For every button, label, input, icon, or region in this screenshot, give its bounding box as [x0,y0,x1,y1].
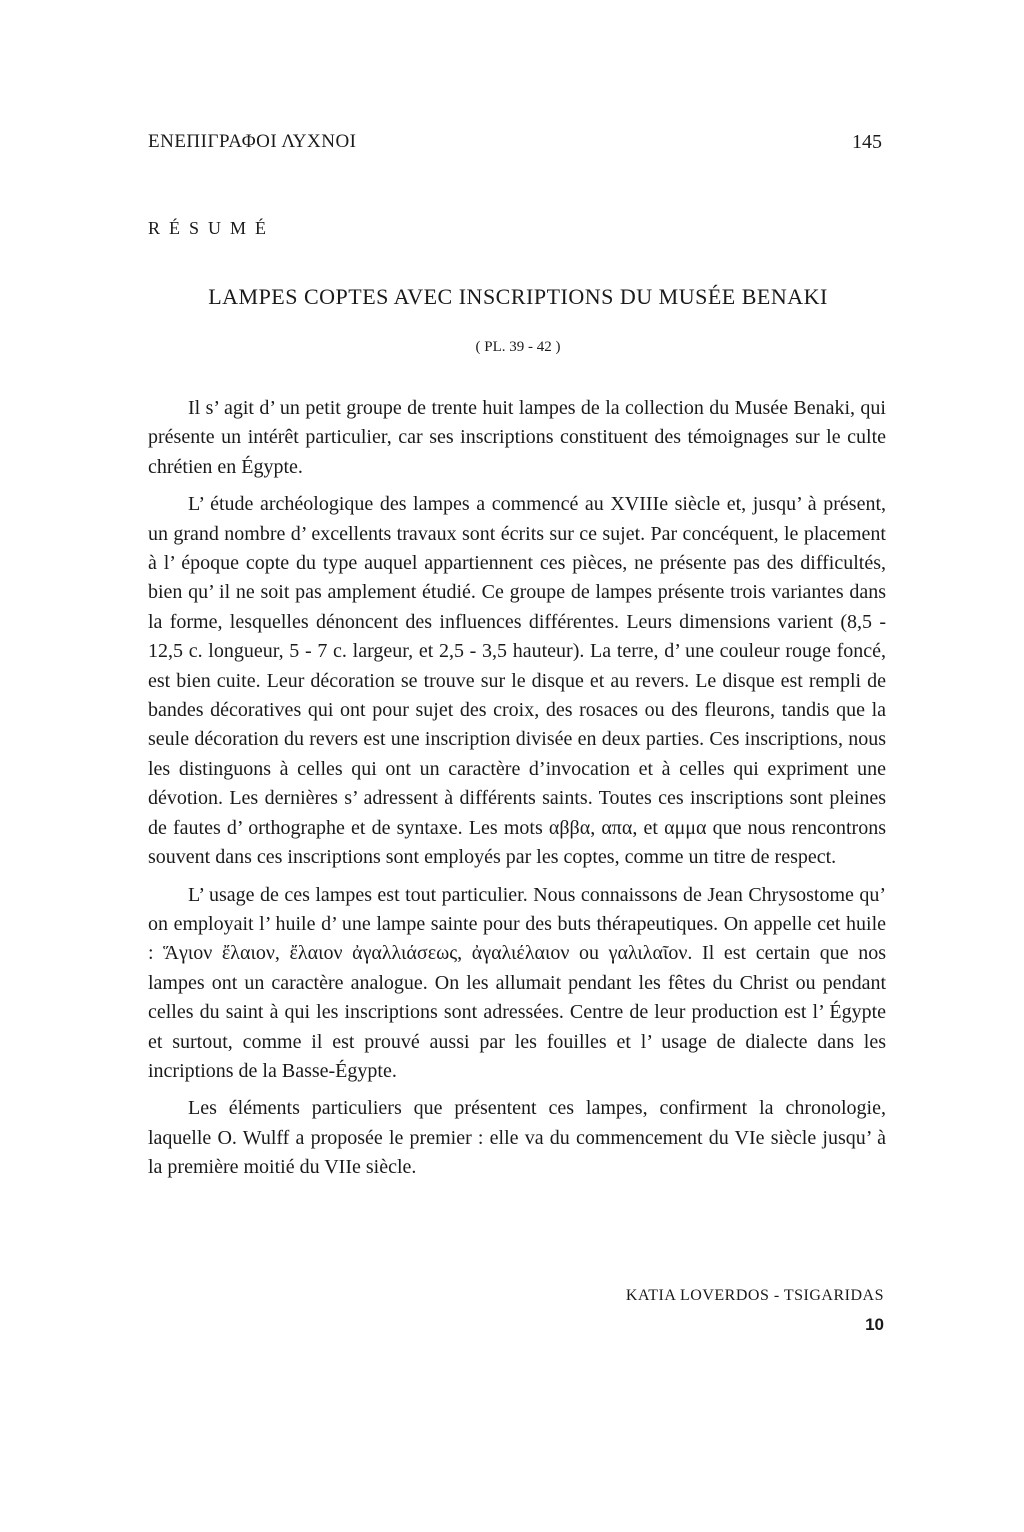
paragraph: Les éléments particuliers que présentent ces lampes, confirment la chronologie, laquelle O. Wulff a proposée le premier : elle va du commencement du VIe siècle jusqu’ à la première moitié du VIIe siècle. [148,1097,886,1179]
plates-reference: ( PL. 39 - 42 ) [475,339,561,355]
page-number: 145 [852,131,882,153]
footer-sheet-number: 10 [865,1315,884,1334]
running-header-title: ΕΝΕΠΙΓΡΑΦΟΙ ΛΥΧΝΟΙ [148,131,357,152]
paragraph: Il s’ agit d’ un petit groupe de trente huit lampes de la collection du Musée Benaki, qui présente un intérêt particulier, car ses inscriptions constituent des témoignages sur le culte chrétien en Égypte. [148,397,886,478]
paragraph: L’ usage de ces lampes est tout particulier. Nous connaissons de Jean Chrysostome qu’ on employait l’ huile d’ une lampe sainte pour des buts thérapeutiques. On appelle cet huile : Ἅγιον ἔλαιον, ἔλαιον ἀγαλλιάσεως, ἀγαλιέλαιον ou γαλιλαῖον. Il est certain que nos lampes ont un caractère analogue. On les allumait pendant les fêtes du Christ ou pendant celles du saint à qui les inscriptions sont adressées. Centre de leur production est l’ Égypte et surtout, comme il est prouvé aussi par les fouilles et l’ usage de dialecte dans les incriptions de la Basse-Égypte. [148,883,886,1082]
article-body [148,394,886,1191]
author-signature: KATIA LOVERDOS - TSIGARIDAS [625,1287,884,1304]
section-heading-resume: RÉSUMÉ [148,218,276,238]
paragraph: L’ étude archéologique des lampes a commencé au XVIIIe siècle et, jusqu’ à présent, un grand nombre d’ excellents travaux sont écrits sur ce sujet. Par concéquent, le placement à l’ époque copte du type auquel appartiennent ces pièces, ne présente pas des difficultés, bien qu’ il ne soit pas amplement étudié. Ce groupe de lampes présente trois variantes dans la forme, lesquelles dénoncent des influences différentes. Leurs dimensions varient (8,5 - 12,5 c. longueur, 5 - 7 c. largeur, et 2,5 - 3,5 hauteur). La terre, d’ une couleur rouge foncé, est bien cuite. Leur décoration se trouve sur le disque et au revers. Le disque est rempli de bandes décoratives qui ont pour sujet des croix, des rosaces ou des fleurons, tandis que la seule décoration du revers est une inscription divisée en deux parties. Ces inscriptions, nous les distinguons à celles qui ont un caractère d’invocation et à celles qui expriment une dévotion. Les dernières s’ adressent à différents saints. Toutes ces inscriptions sont pleines de fautes d’ orthographe et de syntaxe. Les mots αββα, απα, et αμμα que nous rencontrons souvent dans ces inscriptions sont employés par les coptes, comme un titre de respect. [148,493,886,869]
article-title: LAMPES COPTES AVEC INSCRIPTIONS DU MUSÉE BENAKI [208,284,828,309]
